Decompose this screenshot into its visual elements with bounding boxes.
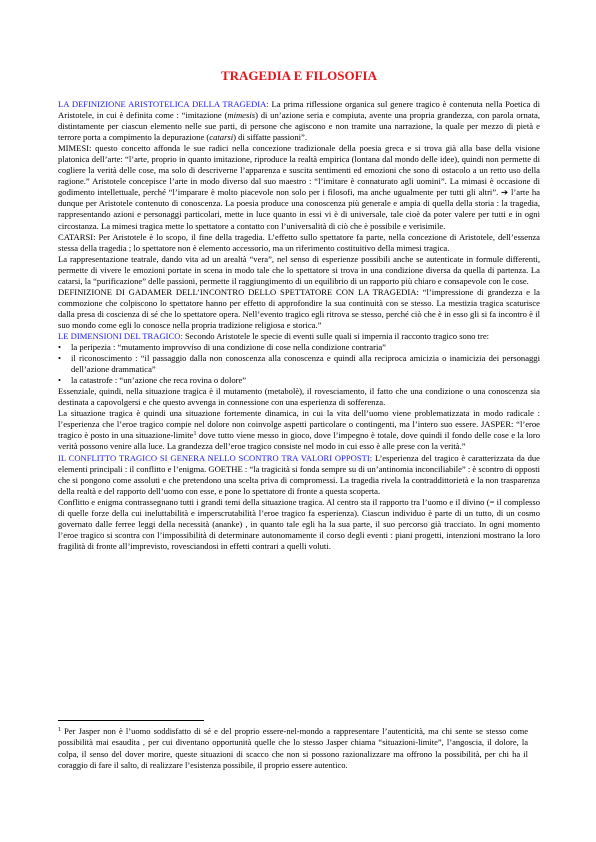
list-item: • la catastrofe : “un’azione che reca rovina o dolore” xyxy=(58,375,247,386)
footnote-divider xyxy=(58,720,204,721)
dimensioni-list xyxy=(58,342,540,386)
paragraph-essenziale: Essenziale, quindi, nella situazione tragica è il mutamento (metabolè), il rovesciamento, il fatto che una condizione o una conoscenza sia destinata a capovolgersi e che questo avvenga in connessione con una esperienza di sofferenza. xyxy=(58,386,540,408)
paragraph-gadamer: DEFINIZIONE DI GADAMER DELL’INCONTRO DELLO SPETTATORE CON LA TRAGEDIA: “l’impressione di grandezza e la commozione che colpiscono lo spettatore hanno per effetto di approfondire la sua continuità con se stesso. La mestizia tragica scaturisce dalla presa di coscienza di sé che lo spettatore opera. Nell’evento tragico egli ritrova se stesso, perché ciò che è in esso gli si fa incontro è il suo mondo come egli lo conosce nella propria tradizione religiosa e storica.” xyxy=(58,286,540,330)
footnote-reference[interactable]: 1 xyxy=(193,431,197,438)
footnote-mark: 1 xyxy=(58,727,61,733)
heading-conflitto: IL CONFLITTO TRAGICO SI GENERA NELLO SCONTRO TRA VALORI OPPOSTI: xyxy=(58,452,373,463)
document-page xyxy=(58,68,540,552)
bullet-icon: • xyxy=(58,342,62,353)
footnote: $^1$ Per Jasper non è l’uomo soddisfatto di sé e del proprio essere-nel-mondo a rappresentare l’autenticità, ma chi sente se stesso come possibilità mai esaudita , per cui diventano opportunità quelle che lo stesso Jasper chiama “situazioni-limite”, l’angoscia, il dolore, la colpa, il senso del dover morire, queste situazioni di scacco che non si possono razionalizzare ma offrono la possibilità, per chi ha il coraggio di fare il salto, di realizzare l’esistenza possibile, il proprio essere autentico. xyxy=(58,726,528,770)
paragraph-mimesi: MIMESI: questo concetto affonda le sue radici nella concezione tradizionale della poesia greca e si trova già alla base della visione platonica dell’arte: “l’arte, proprio in quanto imitazione, riproduce la realtà empirica (lontana dal mondo delle idee), quindi non permette di cogliere la verità delle cose, ma solo di descriverne l’apparenza e suscita sentimenti ed emozioni che sono di ostacolo a un retto uso della ragione.” Aristotele concepisce l’arte in modo diverso dal suo maestro : “l’imitare è connaturato agli uomini”. La mimasi è occasione di godimento intellettuale, perché “l’imparare è molto piacevole non solo per i filosofi, ma anche ugualmente per tutti gli altri”. ➔ l’arte ha dunque per Aristotele contenuto di conoscenza. La poesia produce una conoscenza più generale e ampia di quella della storia : la tragedia, rappresentando azioni e personaggi particolari, mette in luce quanto in essi vi è di universale, tale cioè da poter valere per tutti e in ogni circostanza. La mimesi tragica mette lo spettatore a contatto con l’universalità di ciò che è possibile e verisimile. xyxy=(58,143,540,231)
page-title: TRAGEDIA E FILOSOFIA xyxy=(220,68,378,83)
list-item: • la peripezia : “mutamento improvviso di una condizione di cose nella condizione contraria” xyxy=(58,342,386,353)
paragraph-conflitto: IL CONFLITTO TRAGICO SI GENERA NELLO SCONTRO TRA VALORI OPPOSTI: L’esperienza del tragico è caratterizzata da due elementi principali : il conflitto e l’enigma. GOETHE : “la tragicità si fonda sempre su di un’antinomia inconciliabile” : è scontro di opposti che si pongono come assoluti e che pretendono una scelta priva di compromessi. La tragedia rivela la contraddittorietà e la non trasparenza della realtà e del rapporto dell’uomo con esse, e pone lo spettatore di fronte a questa scoperta. xyxy=(58,452,541,496)
list-item: • il riconoscimento : “il passaggio dalla non conoscenza alla conoscenza e quindi alla reciproca amicizia o inamicizia dei personaggi dell’azione drammatica” xyxy=(58,353,540,375)
paragraph-rappresentazione: La rappresentazione teatrale, dando vita ad un arealtà “vera”, nel senso di esperienze possibili anche se autenticate in formule differenti, permette di vivere le emozioni portate in scena in modo tale che lo spettatore si trova in una condizione diversa da quella di partenza. La catarsi, la “purificazione” delle passioni, permette il raggiungimento di un equilibrio di un rapporto più chiaro e consapevole con le cose. xyxy=(58,253,540,286)
paragraph-catarsi: CATARSI: Per Aristotele è lo scopo, il fine della tragedia. L’effetto sullo spettatore fa parte, nella concezione di Aristotele, dell’essenza stessa della tragedia ; lo spettatore non è elemento accessorio, ma un riferimento costituitivo della mimesi tragica. xyxy=(58,231,540,253)
heading-definizione: LA DEFINIZIONE ARISTOTELICA DELLA TRAGEDIA: xyxy=(58,99,269,109)
paragraph-enigma: Conflitto e enigma contrassegnano tutti i grandi temi della situazione tragica. Al centro sta il rapporto tra l’uomo e il divino (= il complesso di quelle forze della cui ineluttabilità e imperscrutabilità l’eroe tragico fa esperienza). Ciascun individuo è parte di un tutto, di un cosmo governato dalle ferree leggi della necessità (ananke) , in quanto tale egli ha la sua parte, il suo percorso già tracciato. In ogni momento l’eroe tragico si scontra con l’impossibilità di determinare autonomamente il corso degli eventi : piani progetti, intenzioni mostrano la loro fragilità di fronte all’imprevisto, rovesciandosi in effetti contrari a quelli voluti. xyxy=(58,496,540,551)
paragraph-dimensioni: LE DIMENSIONI DEL TRAGICO: Secondo Aristotele le specie di eventi sulle quali si impernia il racconto tragico sono tre: xyxy=(58,330,490,341)
bullet-icon: • xyxy=(58,353,62,364)
paragraph-definizione: LA DEFINIZIONE ARISTOTELICA DELLA TRAGEDIA: La prima riflessione organica sul genere tragico è contenuta nella Poetica di Aristotele, in cui è definita come : “imitazione (mimesis) di un’azione seria e compiuta, avente una propria grandezza, con parola ornata, distintamente per ciascun elemento nelle sue parti, di persone che agiscono e non tramite una narrazione, la quale per mezzo di pietà e terrore porta a compimento la depurazione (catarsi) di siffatte passioni”. xyxy=(58,99,540,143)
heading-dimensioni: LE DIMENSIONI DEL TRAGICO: xyxy=(58,330,183,341)
paragraph-situazione: La situazione tragica è quindi una situazione fortemente dinamica, in cui la vita dell’uomo viene problematizzata in modo radicale : l’esperienza che l’eroe tragico compie nel dolore non coinvolge aspetti particolare o contingenti, ma l’intero suo essere. JASPER: “l’eroe tragico è posto in una situazione-limite$^1$ dove tutto viene messo in gioco, dove l’impegno è totale, dove quindi il fondo delle cose e la loro verità possono venire alla luce. La grandezza dell’eroe tragico consiste nel modo in cui esso è alle prese con la verità.” xyxy=(58,408,540,452)
bullet-icon: • xyxy=(58,375,62,386)
